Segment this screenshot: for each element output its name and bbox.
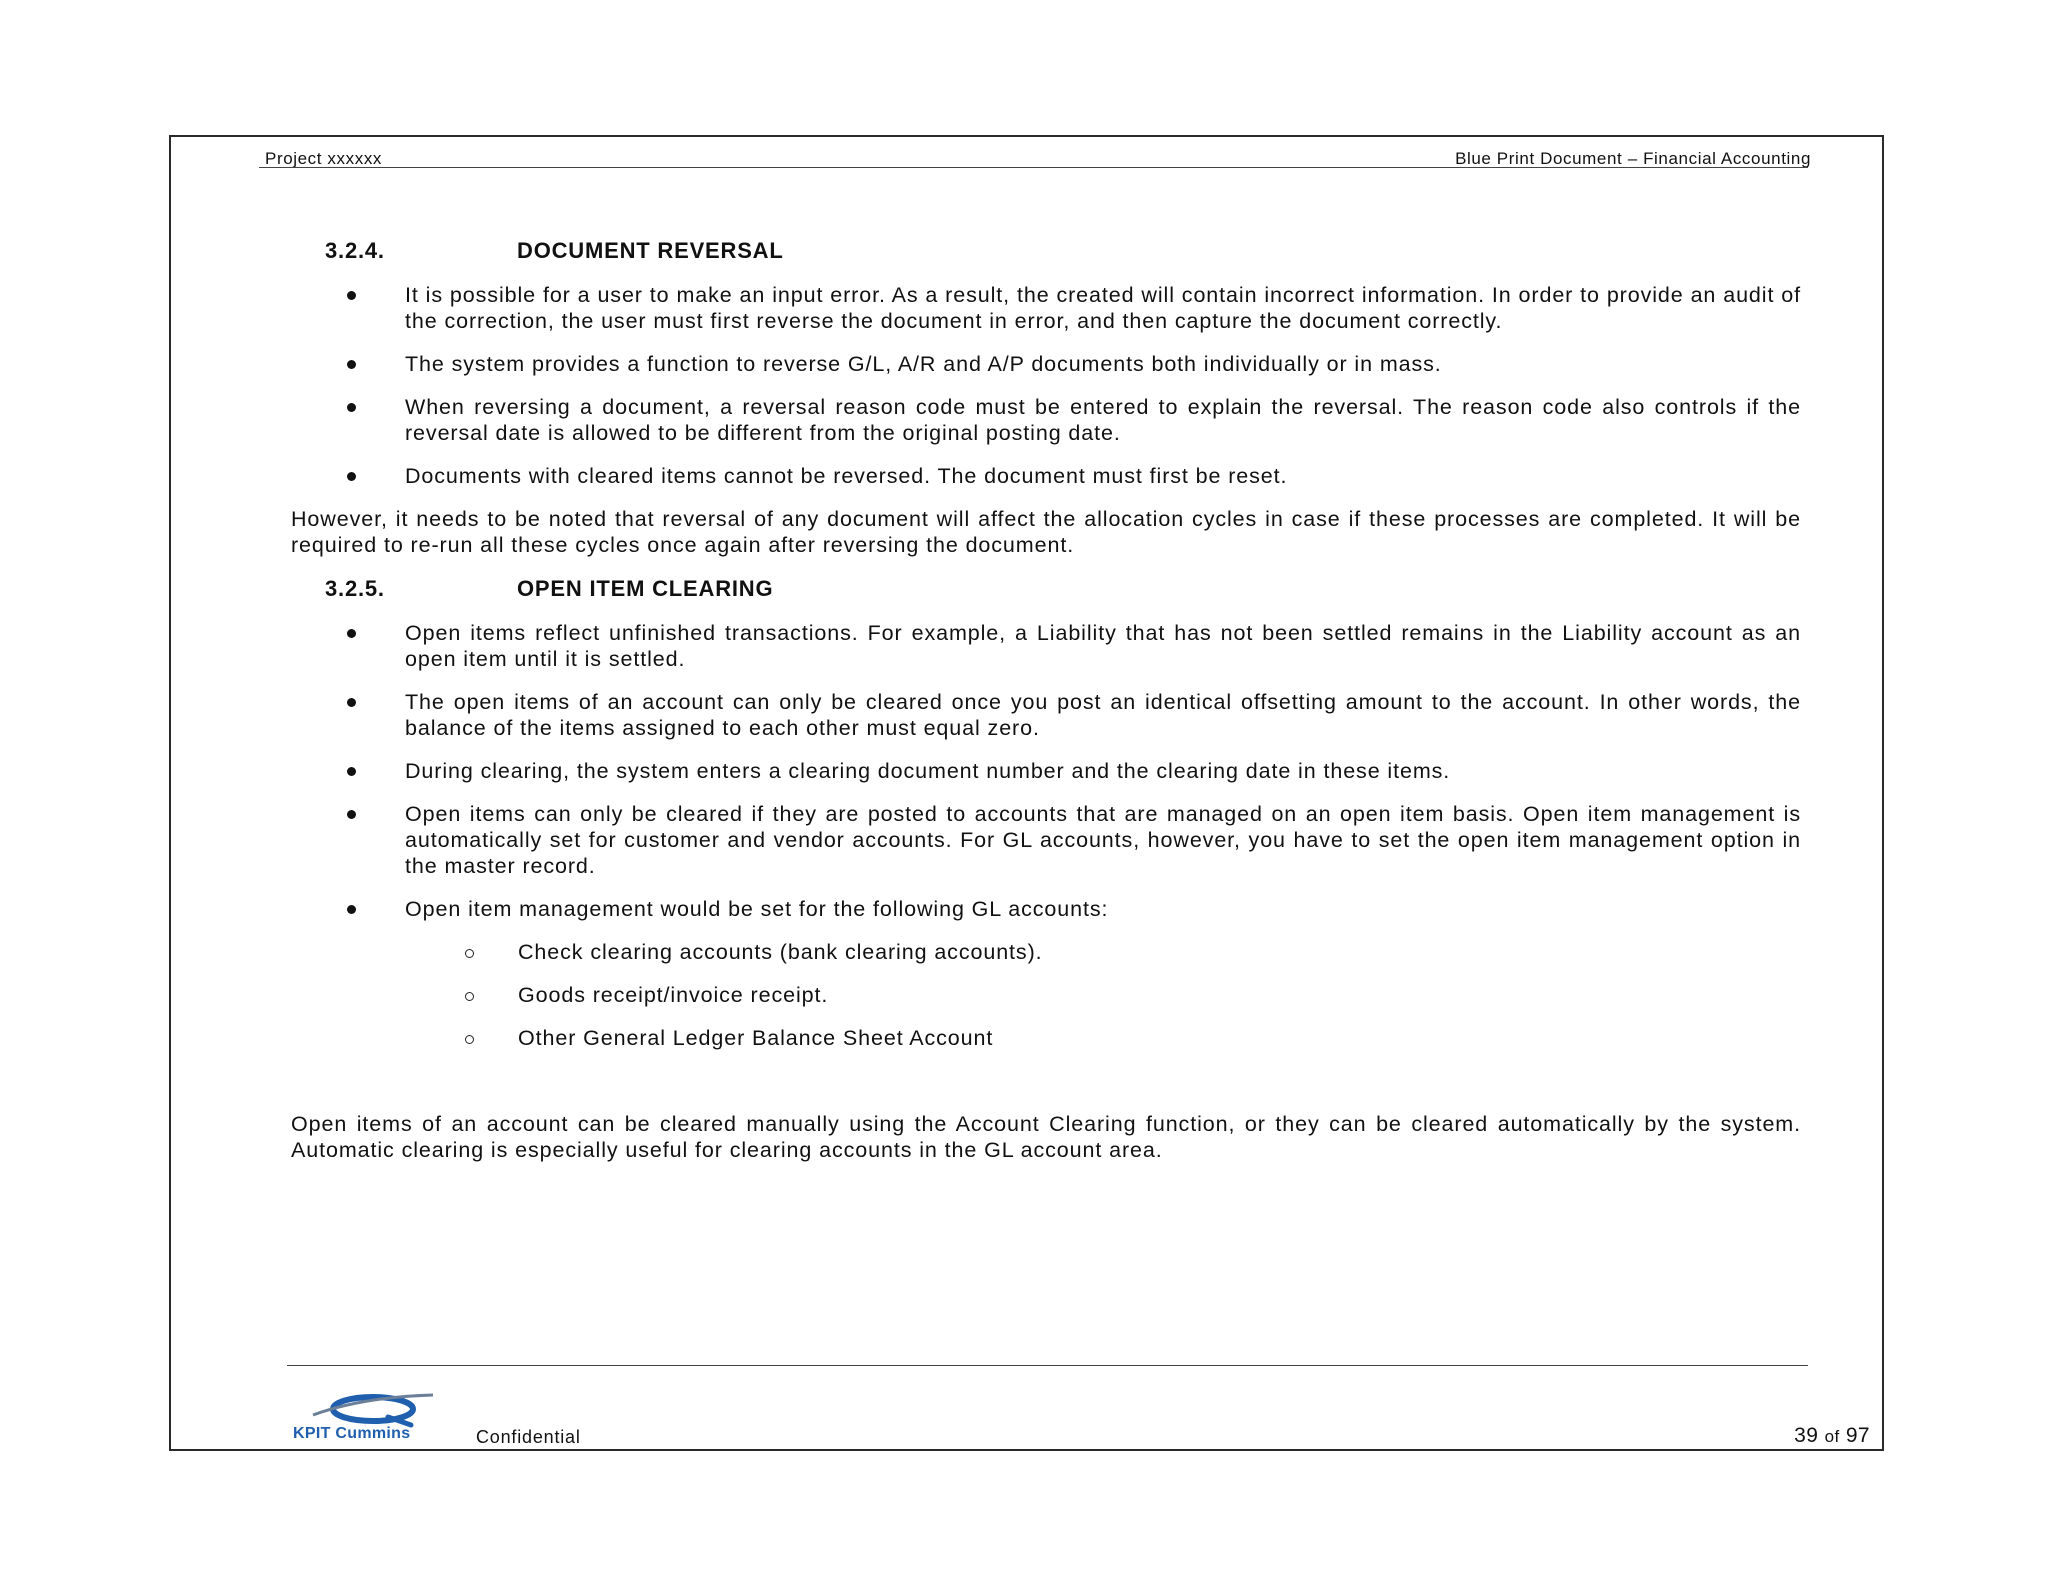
list-item-text: During clearing, the system enters a clearing document number and the clearing date in these items. [405, 759, 1451, 783]
list-item-text: Documents with cleared items cannot be reversed. The document must first be reset. [405, 464, 1288, 488]
bullet-icon [347, 767, 356, 776]
list-item-text: Open items can only be cleared if they are posted to accounts that are managed on an open item basis. Open item management is automatically set for customer and vendor accounts. For GL accounts, however, you have to set the open item management option in the master record. [405, 802, 1801, 878]
page-of-label: of [1824, 1427, 1840, 1446]
sub-list-item-text: Other General Ledger Balance Sheet Account [518, 1026, 994, 1050]
bullet-icon [347, 360, 356, 369]
list-item [291, 801, 1801, 879]
clearing-note-paragraph: Open items of an account can be cleared manually using the Account Clearing function, or they can be cleared automatically by the system. Automatic clearing is especially useful for clearing accounts in the GL account area. [291, 1112, 1801, 1162]
spacer [291, 1068, 1801, 1111]
list-item-text: The system provides a function to reverse G/L, A/R and A/P documents both individually or in mass. [405, 352, 1442, 376]
hollow-bullet-icon [465, 992, 474, 1001]
document-reversal-list [291, 282, 1801, 489]
kpit-cummins-logo [293, 1389, 463, 1447]
list-item [291, 282, 1801, 334]
sub-list-item [291, 1025, 1801, 1051]
section-number: 3.2.5. [325, 576, 385, 601]
open-item-clearing-list [291, 620, 1801, 922]
hollow-bullet-icon [465, 949, 474, 958]
page-content [291, 237, 1801, 1180]
list-item [291, 758, 1801, 784]
section-heading-document-reversal [325, 237, 1801, 265]
section-heading-open-item-clearing [325, 575, 1801, 603]
logo-text: KPIT Cummins [293, 1425, 411, 1442]
sub-list-item-text: Goods receipt/invoice receipt. [518, 983, 829, 1007]
sub-list-item [291, 939, 1801, 965]
list-item-text: When reversing a document, a reversal reason code must be entered to explain the reversal. The reason code also controls if the reversal date is allowed to be different from the original posting date. [405, 395, 1801, 445]
list-item-text: Open item management would be set for the following GL accounts: [405, 897, 1109, 921]
hollow-bullet-icon [465, 1035, 474, 1044]
list-item [291, 463, 1801, 489]
list-item-text: The open items of an account can only be cleared once you post an identical offsetting amount to the account. In other words, the balance of the items assigned to each other must equal zero. [405, 690, 1801, 740]
bullet-icon [347, 472, 356, 481]
bullet-icon [347, 629, 356, 638]
list-item [291, 351, 1801, 377]
page-number [1794, 1424, 1870, 1448]
list-item [291, 896, 1801, 922]
section-title: OPEN ITEM CLEARING [517, 576, 774, 601]
confidential-label: Confidential [476, 1427, 581, 1447]
footer-divider [287, 1365, 1808, 1366]
document-page [169, 135, 1884, 1451]
header-project: Project xxxxxx [265, 149, 383, 168]
page-total: 97 [1845, 1424, 1870, 1447]
bullet-icon [347, 698, 356, 707]
logo-swoosh-icon [293, 1389, 443, 1429]
list-item-text: Open items reflect unfinished transactions. For example, a Liability that has not been settled remains in the Liability account as an open item until it is settled. [405, 621, 1801, 671]
bullet-icon [347, 905, 356, 914]
page-current: 39 [1794, 1424, 1819, 1447]
sub-list-item-text: Check clearing accounts (bank clearing accounts). [518, 940, 1043, 964]
list-item [291, 394, 1801, 446]
list-item [291, 620, 1801, 672]
gl-accounts-sublist [291, 939, 1801, 1051]
bullet-icon [347, 810, 356, 819]
list-item-text: It is possible for a user to make an input error. As a result, the created will contain incorrect information. In order to provide an audit of the correction, the user must first reverse the document in error, and then capture the document correctly. [405, 283, 1801, 333]
header-divider [259, 167, 1808, 168]
list-item [291, 689, 1801, 741]
bullet-icon [347, 403, 356, 412]
bullet-icon [347, 291, 356, 300]
header-doc-title: Blue Print Document – Financial Accounting [1455, 149, 1811, 168]
section-number: 3.2.4. [325, 238, 385, 263]
section-title: DOCUMENT REVERSAL [517, 238, 784, 263]
sub-list-item [291, 982, 1801, 1008]
reversal-note-paragraph: However, it needs to be noted that reversal of any document will affect the allocation cycles in case if these processes are completed. It will be required to re-run all these cycles once again after reversing the document. [291, 507, 1801, 557]
